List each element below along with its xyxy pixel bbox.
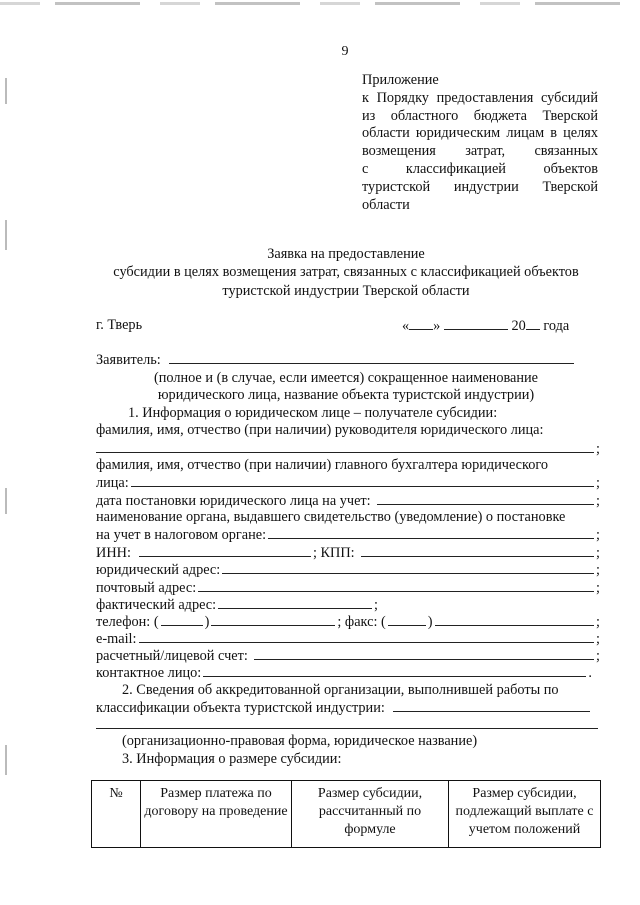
- paren-close: ): [427, 614, 433, 630]
- email-blank[interactable]: [139, 630, 595, 643]
- subsidy-table: [91, 780, 601, 848]
- director-row: [96, 440, 600, 458]
- appendix-line: Приложение: [362, 72, 439, 88]
- semicolon: ;: [596, 614, 600, 630]
- city-label: г. Тверь: [96, 317, 143, 333]
- appendix-line: из областного бюджета Тверской: [362, 107, 598, 124]
- margin-mark: [5, 78, 7, 104]
- kpp-blank[interactable]: [361, 544, 594, 557]
- actual-address-row: [96, 596, 378, 614]
- semicolon: ;: [596, 545, 600, 561]
- table-header-cell: Размер субсидии, подлежащий выплате с учетом положений: [449, 781, 601, 848]
- semicolon: ;: [596, 527, 600, 543]
- semicolon: ;: [596, 648, 600, 664]
- appendix-line: области юридическим лицам в целях: [362, 125, 598, 142]
- phone-code-blank[interactable]: [161, 613, 203, 626]
- semicolon: ;: [596, 475, 600, 491]
- inn-label: ИНН:: [96, 545, 131, 561]
- appendix-line: с классификацией объектов: [362, 160, 598, 177]
- applicant-hint: юридического лица, название объекта туристской индустрии): [157, 387, 535, 403]
- appendix-line: туристской индустрии Тверской: [362, 178, 598, 195]
- account-label: расчетный/лицевой счет:: [96, 648, 248, 664]
- reg-date-blank[interactable]: [377, 492, 594, 505]
- organization-blank[interactable]: [393, 699, 590, 712]
- authority-blank[interactable]: [268, 526, 594, 539]
- appendix-block: [362, 72, 598, 214]
- contact-label: контактное лицо:: [96, 665, 202, 681]
- applicant-hint: (полное и (в случае, если имеется) сокращенное наименование: [153, 370, 539, 386]
- title-line: субсидии в целях возмещения затрат, связанных с классификацией объектов: [113, 264, 579, 281]
- organization-hint: (организационно-правовая форма, юридическое название): [122, 733, 478, 749]
- fax-code-blank[interactable]: [388, 613, 426, 626]
- applicant-row: [96, 351, 576, 369]
- inn-kpp-row: [96, 544, 600, 562]
- semicolon: ;: [374, 597, 378, 613]
- fax-blank[interactable]: [435, 613, 594, 626]
- reg-date-label: дата постановки юридического лица на учет:: [96, 493, 371, 509]
- paren-close: ): [204, 614, 210, 630]
- accountant-label-cont: лица:: [96, 475, 129, 491]
- title-line: Заявка на предоставление: [267, 246, 425, 262]
- scan-artifact-top: [0, 2, 640, 5]
- section2-heading: 2. Сведения об аккредитованной организации, выполнившей работы по: [122, 682, 559, 698]
- year-prefix: 20: [511, 318, 526, 334]
- authority-row: [96, 526, 600, 544]
- appendix-line: возмещения затрат, связанных: [362, 143, 598, 160]
- legal-address-row: [96, 561, 600, 579]
- table-header-cell: №: [92, 781, 141, 848]
- inn-blank[interactable]: [139, 544, 311, 557]
- margin-mark: [5, 745, 7, 775]
- appendix-line: области: [362, 196, 410, 213]
- applicant-label: Заявитель:: [96, 352, 161, 368]
- semicolon: ;: [596, 631, 600, 647]
- accountant-blank[interactable]: [131, 474, 594, 487]
- reg-date-row: [96, 492, 600, 510]
- contact-blank[interactable]: [203, 664, 586, 677]
- appendix-line: к Порядку предоставления субсидий: [362, 89, 598, 106]
- page-number: 9: [341, 44, 349, 59]
- section2-row: [96, 699, 592, 717]
- postal-address-row: [96, 579, 600, 597]
- semicolon: ;: [596, 580, 600, 596]
- director-label: фамилия, имя, отчество (при наличии) руководителя юридического лица:: [96, 422, 544, 438]
- date-close-quote: »: [433, 318, 441, 334]
- email-label: e-mail:: [96, 631, 137, 647]
- day-blank[interactable]: [409, 317, 433, 330]
- phone-label: телефон: (: [96, 614, 159, 630]
- semicolon: ;: [596, 493, 600, 509]
- period: .: [588, 665, 592, 681]
- kpp-label: ; КПП:: [312, 545, 355, 561]
- actual-address-blank[interactable]: [218, 596, 372, 609]
- applicant-blank[interactable]: [169, 351, 574, 364]
- authority-label-cont: на учет в налоговом органе:: [96, 527, 267, 543]
- month-blank[interactable]: [444, 317, 508, 330]
- phone-fax-row: [96, 613, 600, 631]
- actual-address-label: фактический адрес:: [96, 597, 217, 613]
- contact-row: [96, 664, 592, 682]
- organization-row: [96, 716, 600, 729]
- legal-address-label: юридический адрес:: [96, 562, 221, 578]
- section1-heading: 1. Информация о юридическом лице – получателе субсидии:: [128, 405, 498, 421]
- accountant-label: фамилия, имя, отчество (при наличии) главного бухгалтера юридического: [96, 457, 549, 473]
- table-header-row: [92, 781, 601, 848]
- fax-label: ; факс: (: [337, 614, 386, 630]
- date-open-quote: «: [402, 318, 410, 334]
- accountant-row: [96, 474, 600, 492]
- section3-heading: 3. Информация о размере субсидии:: [122, 751, 342, 767]
- legal-address-blank[interactable]: [222, 561, 594, 574]
- table-header-cell: Размер субсидии, рассчитанный по формуле: [292, 781, 449, 848]
- title-line: туристской индустрии Тверской области: [222, 282, 470, 299]
- document-title: [92, 245, 600, 300]
- account-row: [96, 647, 600, 665]
- date-field: [402, 317, 569, 335]
- section2-heading-cont: классификации объекта туристской индустрии:: [96, 700, 385, 716]
- director-blank[interactable]: [96, 440, 594, 453]
- semicolon: ;: [596, 441, 600, 457]
- postal-address-label: почтовый адрес:: [96, 580, 197, 596]
- semicolon: ;: [596, 562, 600, 578]
- year-blank[interactable]: [526, 317, 540, 330]
- year-suffix: года: [543, 318, 570, 334]
- margin-mark: [5, 220, 7, 250]
- phone-blank[interactable]: [211, 613, 335, 626]
- margin-mark: [5, 488, 7, 514]
- authority-label: наименование органа, выдавшего свидетельство (уведомление) о постановке: [96, 509, 566, 525]
- postal-address-blank[interactable]: [198, 579, 594, 592]
- table-header-cell: Размер платежа по договору на проведение: [141, 781, 292, 848]
- organization-blank-2[interactable]: [96, 716, 598, 729]
- account-blank[interactable]: [254, 647, 594, 660]
- email-row: [96, 630, 600, 648]
